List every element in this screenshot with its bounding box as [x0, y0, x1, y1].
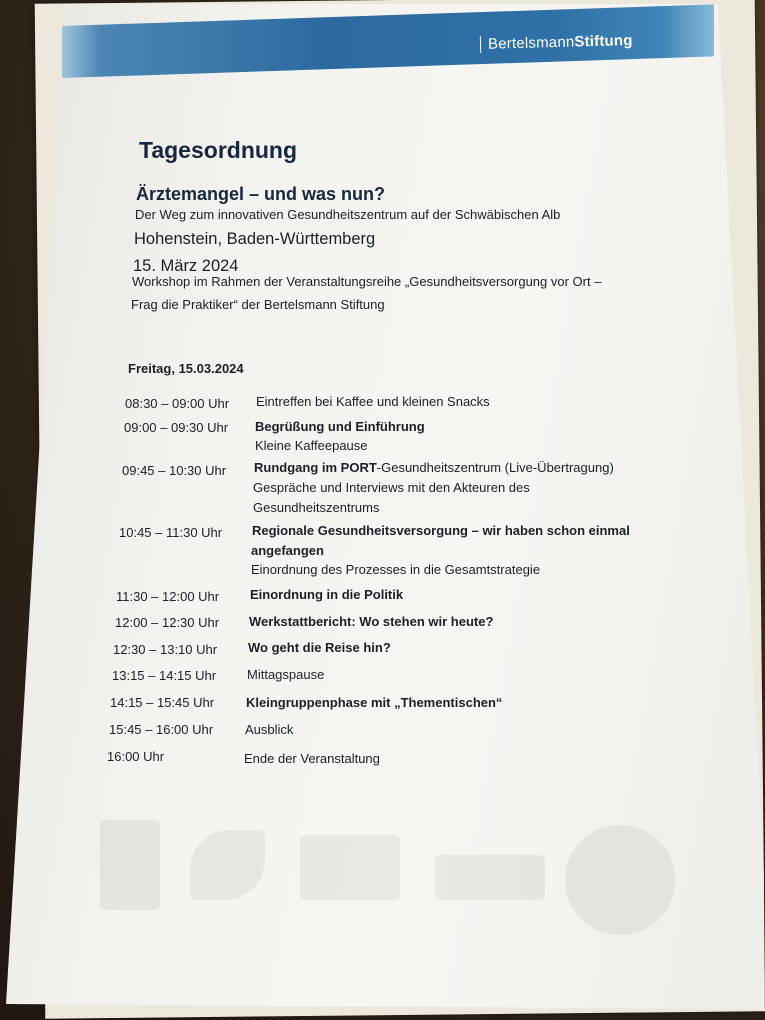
agenda-title: Eintreffen bei Kaffee und kleinen Snacks: [256, 394, 490, 409]
agenda-time: 12:30 – 13:10 Uhr: [113, 642, 218, 657]
agenda-time: 10:45 – 11:30 Uhr: [119, 525, 223, 540]
agenda-time: 11:30 – 12:00 Uhr: [116, 589, 220, 604]
agenda-title-cont: angefangen: [251, 543, 324, 558]
series-line-1: Workshop im Rahmen der Veranstaltungsreihe „Gesundheitsversorgung vor Ort –: [132, 274, 602, 289]
agenda-time: 08:30 – 09:00 Uhr: [125, 396, 230, 411]
agenda-subtitle: Gesundheitszentrums: [253, 500, 380, 515]
agenda-time: 13:15 – 14:15 Uhr: [112, 668, 217, 683]
page-title: Tagesordnung: [139, 137, 298, 163]
agenda-subtitle: Einordnung des Prozesses in die Gesamtstrategie: [251, 562, 541, 577]
faint-logo-1: [100, 820, 160, 910]
faint-logo-4: [435, 855, 545, 900]
agenda-subtitle: Gespräche und Interviews mit den Akteuren des: [253, 480, 530, 495]
agenda-time: 16:00 Uhr: [107, 749, 165, 764]
agenda-subtitle: Kleine Kaffeepause: [255, 438, 368, 453]
agenda-title: Mittagspause: [247, 667, 325, 682]
agenda-title: Wo geht die Reise hin?: [248, 640, 391, 655]
day-label: Freitag, 15.03.2024: [128, 361, 244, 376]
event-title: Ärztemangel – und was nun?: [136, 184, 386, 204]
faint-logo-5: [565, 825, 675, 935]
event-date: 15. März 2024: [133, 257, 239, 275]
agenda-title: Ende der Veranstaltung: [244, 751, 380, 766]
agenda-time: 15:45 – 16:00 Uhr: [109, 722, 214, 737]
agenda-time: 09:00 – 09:30 Uhr: [124, 420, 229, 435]
agenda-time: 14:15 – 15:45 Uhr: [110, 695, 215, 710]
brand-logo: BertelsmannStiftung: [480, 32, 633, 53]
agenda-time: 12:00 – 12:30 Uhr: [115, 615, 220, 630]
faint-logo-3: [300, 835, 400, 900]
agenda-title: Regionale Gesundheitsversorgung – wir haben schon einmal: [252, 523, 630, 538]
agenda-title: Begrüßung und Einführung: [255, 419, 425, 434]
agenda-title: Werkstattbericht: Wo stehen wir heute?: [249, 614, 494, 629]
agenda-time: 09:45 – 10:30 Uhr: [122, 463, 227, 478]
faint-logo-2: [190, 830, 265, 900]
agenda-title: Kleingruppenphase mit „Thementischen“: [246, 695, 503, 710]
agenda-title: Einordnung in die Politik: [250, 587, 404, 602]
agenda-title: Rundgang im PORT-Gesundheitszentrum (Live-Übertragung): [254, 460, 614, 475]
event-subtitle: Der Weg zum innovativen Gesundheitszentrum auf der Schwäbischen Alb: [135, 207, 561, 222]
agenda-title: Ausblick: [245, 722, 294, 737]
series-line-2: Frag die Praktiker“ der Bertelsmann Stiftung: [131, 297, 385, 312]
event-location: Hohenstein, Baden-Württemberg: [134, 230, 376, 248]
